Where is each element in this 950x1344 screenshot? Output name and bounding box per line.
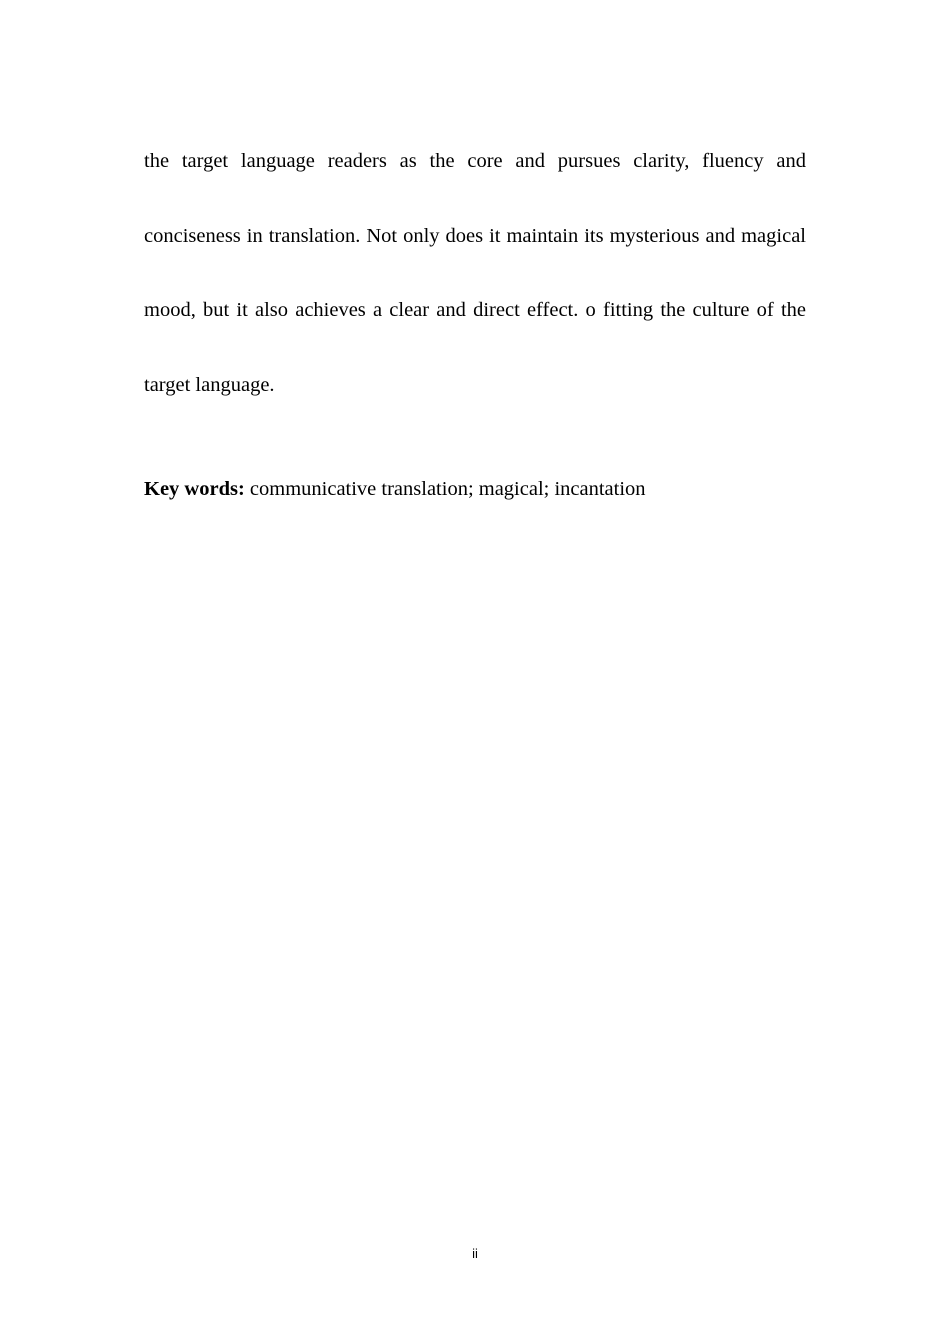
- keywords-line: [144, 474, 806, 504]
- keywords-label: Key words:: [144, 478, 245, 500]
- keywords-text: communicative translation; magical; incantation: [244, 478, 646, 500]
- page-number: ii: [472, 1246, 478, 1261]
- abstract-paragraph: the target language readers as the core and pursues clarity, fluency and conciseness in translation. Not only does it maintain its mysterious and magical mood, but it also achieves a clear and direct effect. o fitting the culture of the target language.: [144, 150, 806, 396]
